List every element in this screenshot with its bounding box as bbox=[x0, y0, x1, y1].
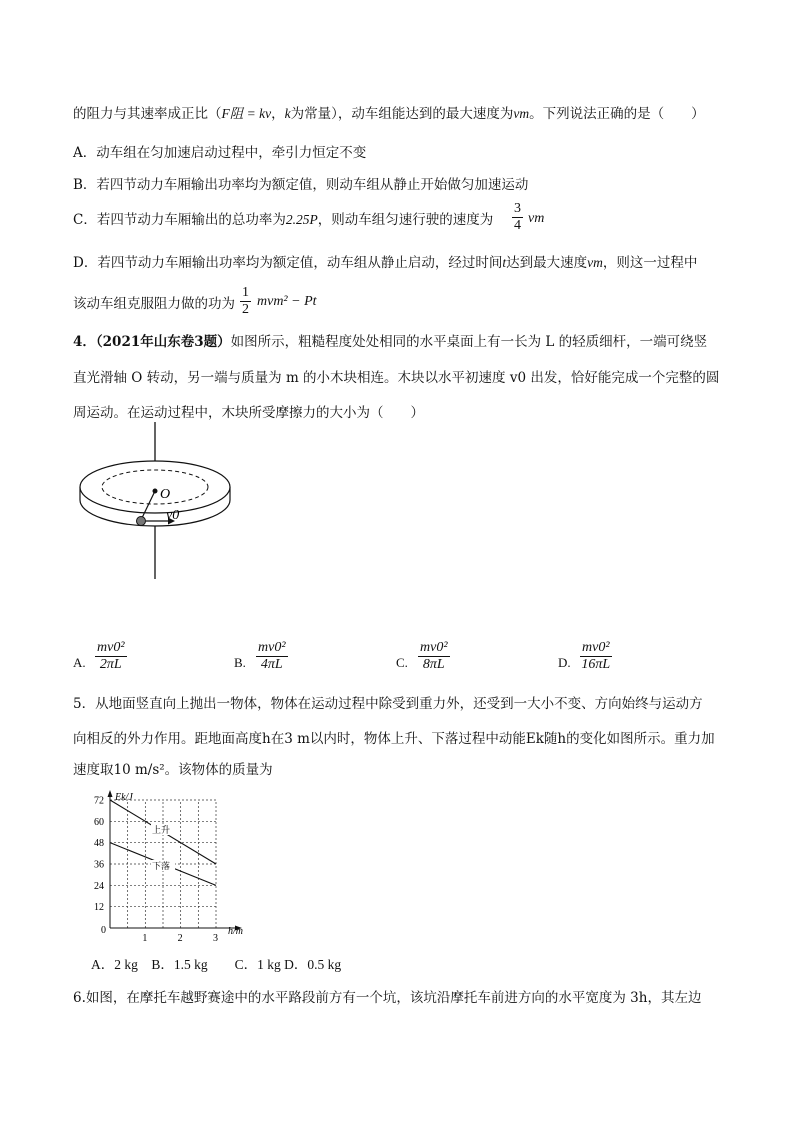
option-num: mv0² bbox=[420, 640, 448, 655]
q5-line2: 向相反的外力作用。距地面高度h在3 m以内时，物体上升、下落过程中动能Ek随h的变化如图所示。重力加 bbox=[73, 731, 715, 747]
q3-option-c bbox=[73, 210, 493, 230]
y-tick-label: 60 bbox=[94, 816, 104, 828]
q3-intro-vm: vm bbox=[513, 106, 530, 121]
x-tick-label: 1 bbox=[142, 933, 148, 944]
q3-intro-mid: ， bbox=[271, 106, 285, 122]
q3-option-d-vm: vm bbox=[587, 255, 603, 270]
x-axis-label: h/m bbox=[228, 926, 243, 937]
option-den: 8πL bbox=[422, 657, 445, 672]
option-num: mv0² bbox=[258, 640, 286, 655]
option-num: mv0² bbox=[97, 640, 125, 655]
q4-source: （2021年山东卷3题） bbox=[95, 334, 231, 350]
x-tick-label: 3 bbox=[213, 933, 218, 944]
q3-option-d-post: ，则这一过程中 bbox=[602, 255, 698, 271]
q3-option-c-power: 2.25P bbox=[285, 212, 318, 227]
y-axis-label: Ek/J bbox=[115, 792, 133, 803]
q3-option-d-line1 bbox=[73, 253, 697, 273]
q5-line1: 5．从地面竖直向上抛出一物体，物体在运动过程中除受到重力外，还受到一大小不变、方向始终与运动方 bbox=[73, 696, 703, 712]
q3-option-d-mid: 达到最大速度 bbox=[506, 255, 588, 271]
x-tick-label: 2 bbox=[177, 933, 183, 944]
option-letter: C. bbox=[396, 655, 408, 670]
q3-option-c-mid: ，则动车组匀速行驶的速度为 bbox=[317, 212, 494, 228]
q3-option-d-formula: mvm² − Pt bbox=[257, 294, 317, 309]
q4-line2: 直光滑轴 O 转动，另一端与质量为 m 的小木块相连。木块以水平初速度 v0 出发，恰好能完成一个完整的圆 bbox=[73, 370, 720, 386]
q5-line3: 速度取10 m/s²。该物体的质量为 bbox=[73, 762, 273, 778]
y-tick-label: 12 bbox=[94, 902, 104, 914]
option-letter: D. bbox=[558, 655, 571, 670]
y-axis-arrow bbox=[108, 790, 113, 797]
q5-answers: A．2 kg B．1.5 kg C．1 kg D．0.5 kg bbox=[91, 957, 342, 972]
q3-option-b: B．若四节动力车厢输出功率均为额定值，则动车组从静止开始做匀加速运动 bbox=[73, 177, 529, 193]
q3-intro-tail: 。下列说法正确的是（ ） bbox=[529, 106, 705, 122]
q3-intro-line bbox=[73, 104, 705, 124]
q3-option-d-line2: 该动车组克服阻力做的功为 bbox=[73, 296, 235, 312]
origin-label: 0 bbox=[101, 925, 106, 936]
y-tick-label: 72 bbox=[94, 795, 104, 807]
option-den: 2πL bbox=[99, 657, 122, 672]
q3-option-d-frac-den: 2 bbox=[242, 302, 249, 317]
q4-line1-text: 如图所示，粗糙程度处处相同的水平桌面上有一长为 L 的轻质细杆，一端可绕竖 bbox=[230, 334, 708, 350]
q6-line1: 6.如图，在摩托车越野赛途中的水平路段前方有一个坑，该坑沿摩托车前进方向的水平宽度为 3h，其左边 bbox=[73, 990, 702, 1006]
q3-option-a: A．动车组在匀加速启动过程中，牵引力恒定不变 bbox=[73, 145, 367, 161]
y-tick-label: 24 bbox=[94, 880, 104, 892]
option-num: mv0² bbox=[582, 640, 610, 655]
q4-line3: 周运动。在运动过程中，木块所受摩擦力的大小为（ ） bbox=[73, 405, 424, 421]
series-label: 下落 bbox=[152, 861, 171, 871]
option-fraction bbox=[95, 640, 127, 673]
q3-option-c-fraction bbox=[512, 201, 523, 234]
label-v0: v0 bbox=[166, 508, 180, 523]
q3-option-d-fraction bbox=[240, 285, 251, 318]
q3-intro-k: k bbox=[284, 106, 291, 121]
option-den: 4πL bbox=[260, 657, 283, 672]
q4-figure bbox=[75, 412, 275, 582]
q3-intro-pre: 的阻力与其速率成正比（ bbox=[73, 106, 222, 122]
q4-line1 bbox=[73, 332, 707, 352]
q3-intro-post: 为常量），动车组能达到的最大速度为 bbox=[290, 106, 514, 122]
q3-option-c-frac-den: 4 bbox=[514, 218, 521, 233]
q3-option-c-frac-num: 3 bbox=[514, 201, 521, 216]
q3-option-d-pre: D．若四节动力车厢输出功率均为额定值，动车组从静止启动，经过时间 bbox=[73, 255, 503, 271]
pivot-point bbox=[153, 489, 158, 494]
q3-option-d-t: t bbox=[502, 255, 507, 270]
option-fraction bbox=[580, 640, 612, 673]
option-letter: A. bbox=[73, 655, 86, 670]
option-fraction bbox=[256, 640, 288, 673]
option-den: 16πL bbox=[581, 657, 611, 672]
option-fraction bbox=[418, 640, 450, 673]
series-label: 上升 bbox=[152, 825, 171, 835]
ek-h-chart bbox=[88, 788, 258, 944]
y-tick-label: 36 bbox=[94, 859, 104, 871]
q3-option-c-vm: vm bbox=[528, 211, 545, 226]
q4-number: 4． bbox=[73, 334, 96, 350]
wood-block bbox=[137, 517, 146, 526]
q3-intro-formula: F阻 = kv bbox=[221, 106, 272, 121]
q3-option-c-pre: C．若四节动力车厢输出的总功率为 bbox=[73, 212, 286, 228]
y-tick-label: 48 bbox=[94, 838, 104, 850]
label-o: O bbox=[160, 487, 171, 502]
q3-option-d-frac-num: 1 bbox=[242, 285, 249, 300]
option-letter: B. bbox=[234, 655, 246, 670]
